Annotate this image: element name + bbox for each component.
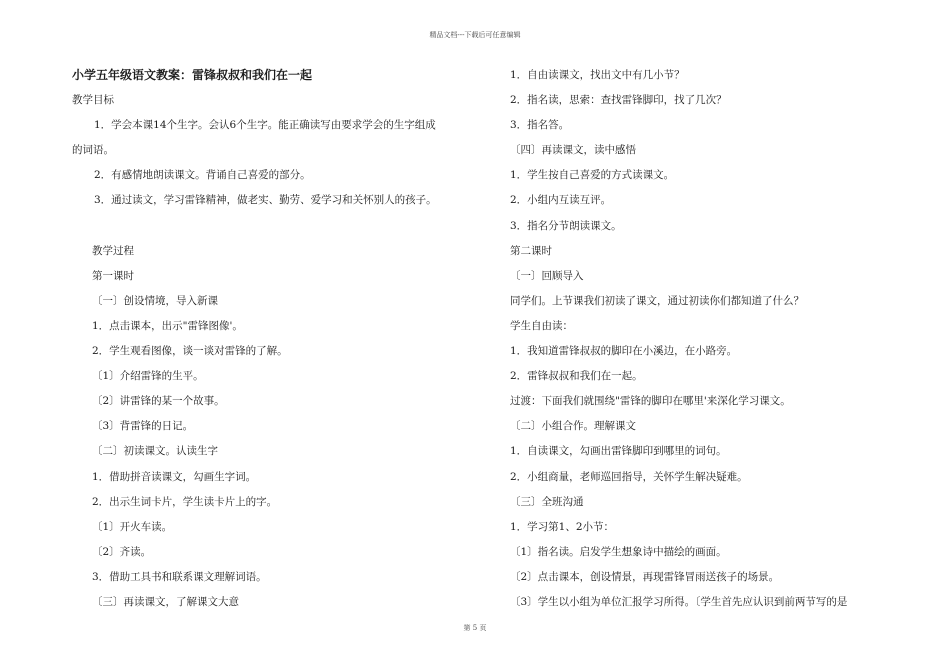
document-title: 小学五年级语文教案：雷锋叔叔和我们在一起 — [72, 68, 313, 82]
text-line: 3．指名答。 — [510, 119, 570, 132]
text-line: 1．借助拼音读课文，勾画生字词。 — [92, 470, 257, 483]
text-line: 〔3〕背雷锋的日记。 — [92, 420, 194, 433]
text-line: 第二课时 — [510, 244, 552, 257]
text-line: 过渡：下面我们就围绕"雷锋的脚印在哪里'来深化学习课文。 — [510, 395, 791, 408]
text-line: 〔2〕点击课本，创设情景，再现雷锋冒雨送孩子的场景。 — [510, 570, 780, 583]
text-line: 3．通过读文，学习雷锋精神，做老实、勤劳、爱学习和关怀别人的孩子。 — [94, 194, 437, 207]
text-line: 〔1〕指名读。启发学生想象诗中描绘的画面。 — [510, 545, 727, 558]
text-line: 〔2〕齐读。 — [92, 545, 152, 558]
text-line: 〔四〕再读课文，读中感悟 — [510, 144, 636, 157]
text-line: 1．学会本课14个生字。会认6个生字。能正确读写由要求学会的生字组成 — [94, 119, 436, 132]
text-line: 〔1〕介绍雷锋的生平。 — [92, 370, 204, 383]
text-line: 〔一〕创设情境，导入新课 — [92, 294, 218, 307]
left-column — [72, 66, 472, 618]
text-line — [72, 217, 472, 242]
text-line: 〔1〕开火车读。 — [92, 520, 173, 533]
text-line: 〔三〕全班沟通 — [510, 495, 584, 508]
right-column — [510, 66, 910, 618]
page-header: 精品文档---下载后可任意编辑 — [429, 31, 521, 39]
text-line: 〔三〕再读课文，了解课文大意 — [92, 595, 239, 608]
text-line: 3．指名分节朗读课文。 — [510, 219, 622, 232]
text-line: 第一课时 — [92, 269, 134, 282]
page-footer: 第 5 页 — [463, 624, 487, 632]
text-line: 〔二〕初读课文。认读生字 — [92, 445, 218, 458]
text-line: 教学过程 — [92, 244, 134, 257]
text-line: 1．学习第1、2小节： — [510, 520, 615, 533]
text-line: 〔3〕学生以小组为单位汇报学习所得。〔学生首先应认识到前两节写的是 — [510, 595, 848, 608]
text-line: 3．借助工具书和联系课文理解词语。 — [92, 570, 267, 583]
text-line: 〔一〕回顾导入 — [510, 269, 584, 282]
text-line: 学生自由读： — [510, 319, 573, 332]
text-line: 2．小组内互读互评。 — [510, 194, 612, 207]
text-line: 教学目标 — [72, 94, 114, 107]
text-line: 〔二〕小组合作。理解课文 — [510, 420, 636, 433]
text-line: 1．我知道雷锋叔叔的脚印在小溪边，在小路旁。 — [510, 345, 738, 358]
text-line: 2．有感情地朗读课文。背诵自己喜爱的部分。 — [94, 169, 311, 182]
text-line: 2．指名读，思索：查找雷锋脚印，找了几次？ — [510, 94, 727, 107]
text-line: 2．学生观看图像，谈一谈对雷锋的了解。 — [92, 345, 288, 358]
text-line: 的词语。 — [72, 144, 114, 157]
text-line: 1．点击课本，出示"雷锋图像'。 — [92, 319, 243, 332]
text-line: 2．出示生词卡片，学生读卡片上的字。 — [92, 495, 278, 508]
text-line: 1．学生按自己喜爱的方式读课文。 — [510, 169, 675, 182]
text-line: 2．雷锋叔叔和我们在一起。 — [510, 370, 643, 383]
text-line: 同学们。上节课我们初读了课文，通过初读你们都知道了什么？ — [510, 294, 804, 307]
text-line: 〔2〕讲雷锋的某一个故事。 — [92, 395, 225, 408]
text-line: 1．自读课文，勾画出雷锋脚印到哪里的词句。 — [510, 445, 727, 458]
text-line: 1．自由读课文，找出文中有几小节？ — [510, 69, 685, 81]
text-line: 2．小组商量，老师巡回指导，关怀学生解决疑难。 — [510, 470, 748, 483]
